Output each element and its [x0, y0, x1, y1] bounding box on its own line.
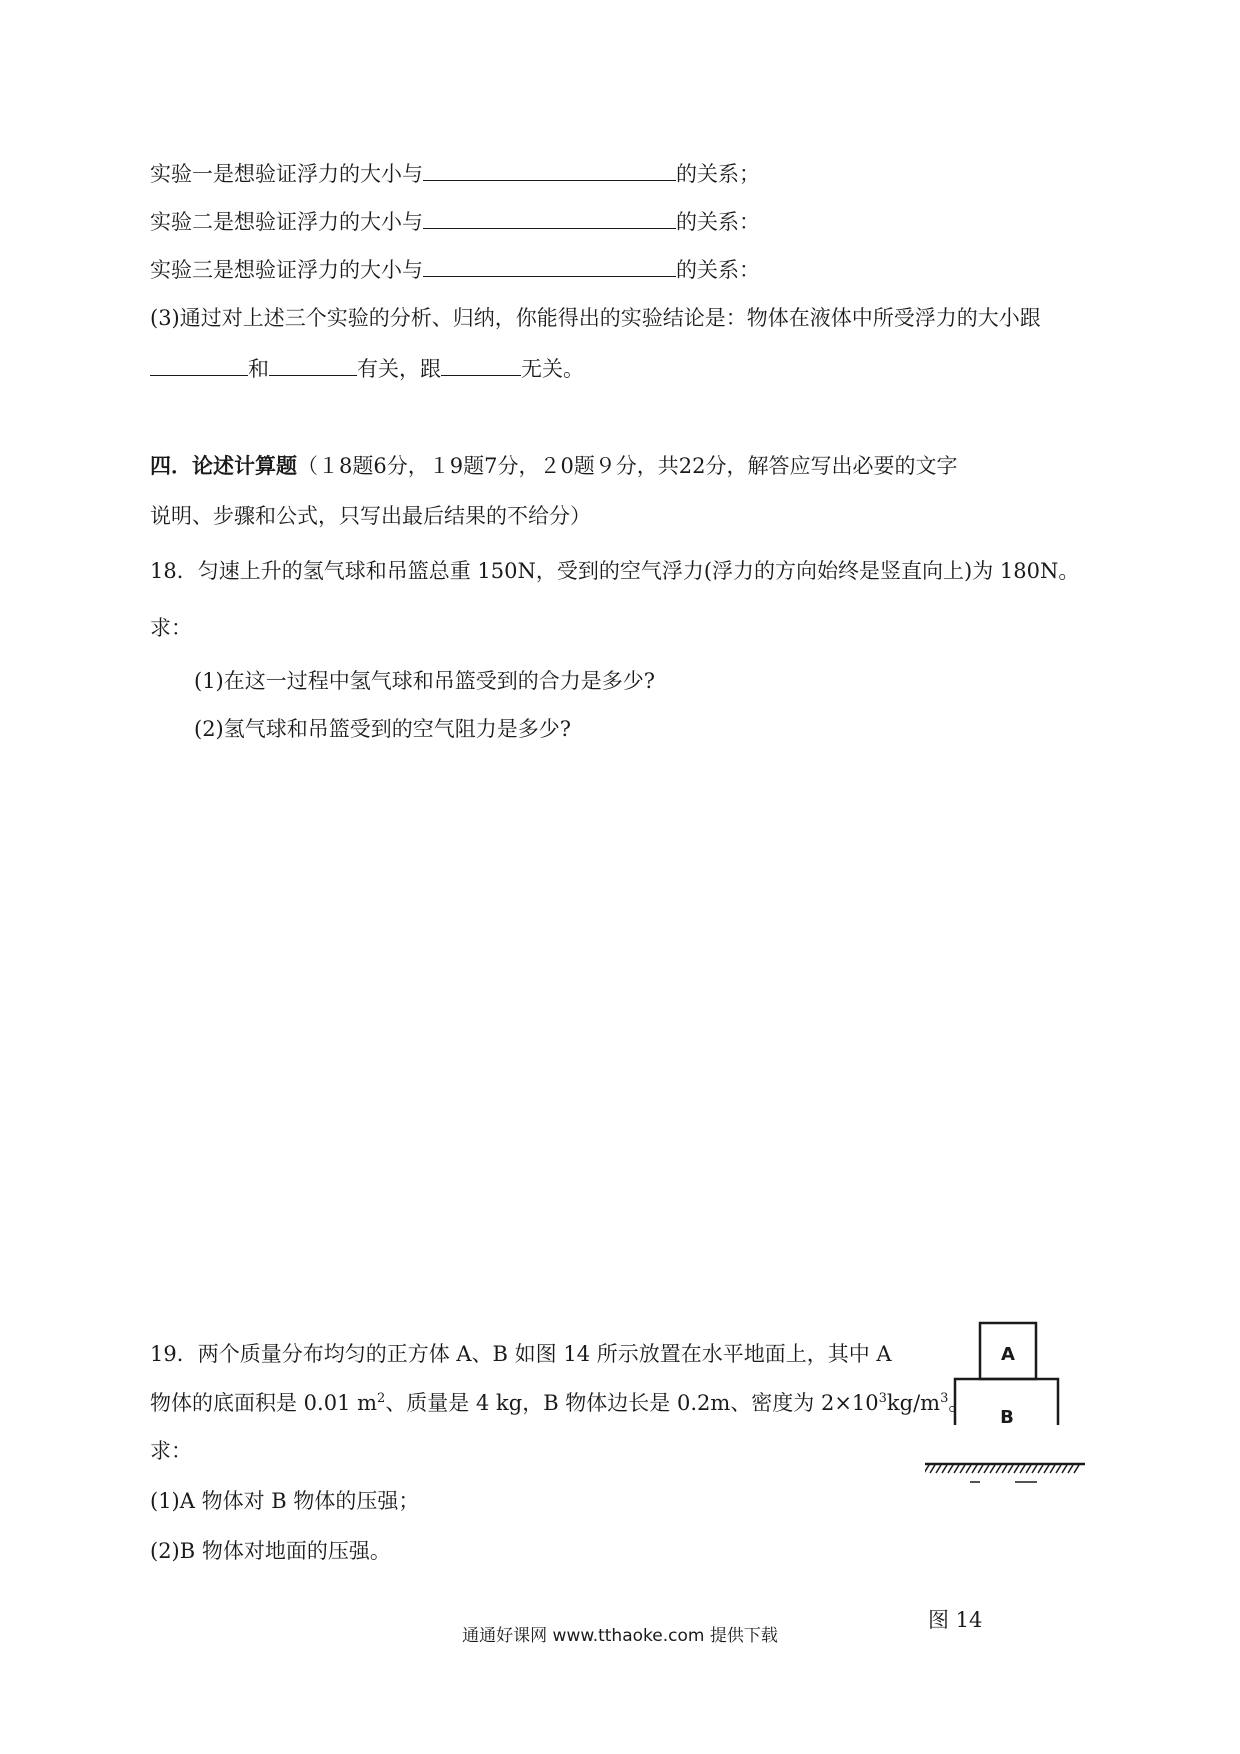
q19-mass-text: 、质量是 4 kg，B 物体边长是 0.2m、密度为 2×10 — [385, 1391, 879, 1415]
section-4-header — [150, 451, 958, 481]
hatch-stroke — [1074, 1465, 1079, 1473]
experiment-3-suffix: 的关系： — [676, 258, 760, 282]
experiment-1-suffix: 的关系； — [676, 162, 760, 186]
hatch-stroke — [1050, 1465, 1055, 1473]
hatch-stroke — [1008, 1465, 1013, 1473]
hatch-stroke — [1038, 1465, 1043, 1473]
q19-area-text: 物体的底面积是 0.01 m — [150, 1391, 378, 1415]
question-19-ask: 求： — [150, 1439, 192, 1463]
answer-blank-5 — [269, 353, 357, 376]
q19-sup-3: 3 — [940, 1391, 949, 1406]
answer-blank-2 — [423, 206, 676, 229]
experiment-2-prefix: 实验二是想验证浮力的大小与 — [150, 210, 423, 234]
ground-hatching — [925, 1460, 1095, 1490]
answer-blank-4 — [150, 353, 248, 376]
conclusion-unrelated: 无关。 — [521, 357, 584, 381]
figure-14-diagram — [925, 1320, 1095, 1425]
experiment-1-line — [150, 158, 760, 189]
q19-sup-2: 3 — [878, 1391, 887, 1406]
answer-blank-6 — [441, 353, 521, 376]
question-19-line-2 — [150, 1388, 969, 1418]
hatch-stroke — [942, 1465, 947, 1473]
hatch-stroke — [1032, 1465, 1037, 1473]
footer-text: 通通好课网 www.tthaoke.com 提供下载 — [462, 1626, 778, 1646]
question-18-stem: 18．匀速上升的氢气球和吊篮总重 150N，受到的空气浮力(浮力的方向始终是竖直向上)为 180N。 — [150, 559, 1080, 583]
section-4-title: 四．论述计算题 — [150, 453, 297, 478]
hatch-stroke — [984, 1465, 989, 1473]
hatch-stroke — [1026, 1465, 1031, 1473]
experiment-2-suffix: 的关系： — [676, 210, 760, 234]
conclusion-line-1: (3)通过对上述三个实验的分析、归纳，你能得出的实验结论是：物体在液体中所受浮力的大小跟 — [150, 306, 1041, 330]
question-19-line-1: 19．两个质量分布均匀的正方体 A、B 如图 14 所示放置在水平地面上，其中 A — [150, 1342, 892, 1366]
hatch-stroke — [972, 1465, 977, 1473]
q19-unit-text: kg/m — [886, 1391, 941, 1415]
hatch-stroke — [1056, 1465, 1061, 1473]
hatch-stroke — [948, 1465, 953, 1473]
figure-14-caption: 图 14 — [928, 1608, 983, 1632]
question-18-ask: 求： — [150, 616, 192, 640]
question-19-sub-1: (1)A 物体对 B 物体的压强； — [150, 1489, 420, 1513]
question-19-sub-2: (2)B 物体对地面的压强。 — [150, 1539, 391, 1563]
hatch-stroke — [1062, 1465, 1067, 1473]
question-18-sub-1: (1)在这一过程中氢气球和吊篮受到的合力是多少? — [194, 669, 656, 693]
conclusion-line-2 — [150, 353, 584, 384]
experiment-1-prefix: 实验一是想验证浮力的大小与 — [150, 162, 423, 186]
hatch-stroke — [1068, 1465, 1073, 1473]
experiment-2-line — [150, 206, 760, 237]
hatch-stroke — [1014, 1465, 1019, 1473]
answer-blank-3 — [423, 254, 676, 277]
hatch-stroke — [996, 1465, 1001, 1473]
hatch-stroke — [1002, 1465, 1007, 1473]
hatch-stroke — [954, 1465, 959, 1473]
hatch-stroke — [1044, 1465, 1049, 1473]
hatch-stroke — [978, 1465, 983, 1473]
q19-end-text: 。 — [948, 1391, 970, 1415]
hatch-stroke — [960, 1465, 965, 1473]
hatch-stroke — [936, 1465, 941, 1473]
answer-blank-1 — [423, 158, 676, 181]
experiment-3-line — [150, 254, 760, 285]
experiment-3-prefix: 实验三是想验证浮力的大小与 — [150, 258, 423, 282]
block-a-label: A — [1001, 1344, 1015, 1365]
hatch-stroke — [990, 1465, 995, 1473]
section-4-note-2: 说明、步骤和公式，只写出最后结果的不给分） — [150, 504, 591, 528]
block-b-label: B — [1000, 1407, 1014, 1425]
hatch-stroke — [930, 1465, 935, 1473]
section-4-note-1: （１8题6分，１9题7分，２0题９分，共22分，解答应写出必要的文字 — [297, 454, 958, 478]
conclusion-related: 有关，跟 — [357, 357, 441, 381]
hatch-stroke — [1020, 1465, 1025, 1473]
conclusion-and: 和 — [248, 357, 269, 381]
hatch-stroke — [925, 1465, 929, 1473]
question-18-sub-2: (2)氢气球和吊篮受到的空气阻力是多少? — [194, 717, 572, 741]
q19-sup-1: 2 — [377, 1391, 386, 1406]
hatch-stroke — [966, 1465, 971, 1473]
